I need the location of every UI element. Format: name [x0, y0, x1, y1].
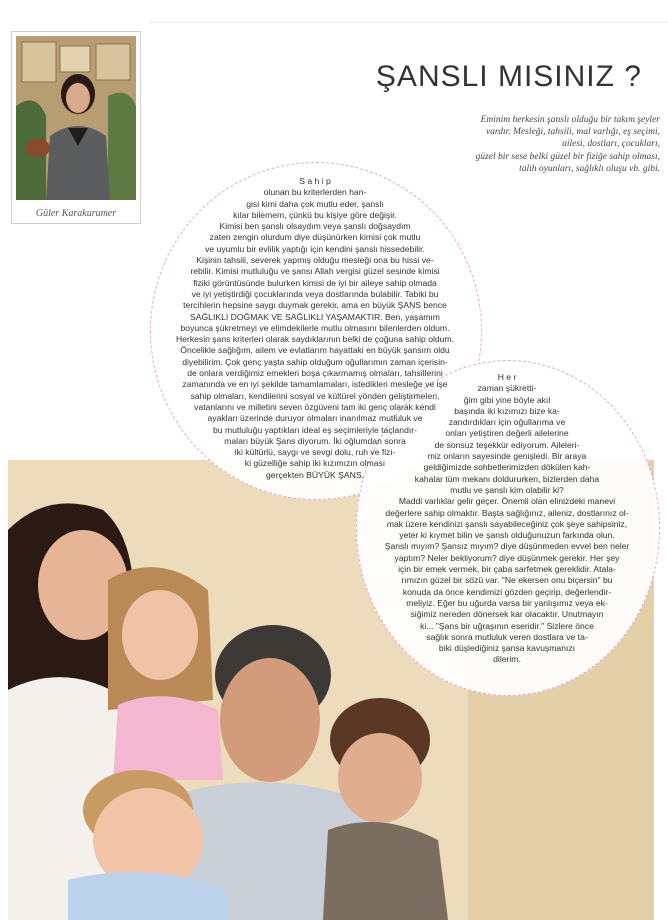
- bubble-2-line: kahalar tüm mekanı doldururken, bizlerden daha: [414, 473, 600, 484]
- bubble-1-line: rebilir. Kimisi mutluluğu ve şansı Allah vergisi güzel sesinde kimisi: [190, 266, 440, 277]
- bubble-2-text: [356, 372, 658, 666]
- bubble-2-line: siğimiz nereden dönersek kar olacaktır. Unutmayın: [410, 609, 604, 620]
- bubble-1-line: tercihlerin hepsine saygı duymak gerekir, ama en büyük ŞANS bence: [183, 300, 447, 311]
- bubble-2-line: miz onların sayesinde genişledi. Bir araya: [427, 451, 587, 462]
- bubble-1-line: iki kültürlü, saygı ve sevgi dolu, ruh ve fizi-: [234, 447, 396, 458]
- bubble-2-line: ğim gibi yine böyle akıl: [463, 394, 551, 405]
- bubble-2-line: başında iki kızımızı bize ka-: [454, 405, 560, 416]
- author-name: Güler Karakurumer: [35, 208, 117, 219]
- bubble-2-line: Maddi varlıklar gelir geçer. Önemli olan elinizdeki manevi: [398, 496, 616, 507]
- bubble-2-line: ki... "Şans bir uğraşının eseridir." Sizlere önce: [420, 620, 594, 631]
- article-intro: [420, 114, 660, 175]
- bubble-1-line: kılar bilemem, çünkü bu kişiye göre değişir.: [233, 209, 397, 220]
- bubble-2-line: Şanslı mıyım? Şansız mıyım? diye düşünmeden evvel ben neler: [384, 541, 630, 552]
- bubble-1-line: bu mutluluğu yaptıkları ideal eş seçimleriyle taçlandır-: [213, 424, 417, 435]
- bubble-2-line: H e r: [497, 372, 517, 382]
- bubble-2-line: de sonsuz teşekkür ediyorum. Aileleri-: [434, 439, 580, 450]
- bubble-2-line: yeter ki kıymet bilin ve şanslı olduğunuzun farkında olun.: [399, 530, 615, 541]
- bubble-1-line: S a h i p: [299, 176, 331, 186]
- bubble-1-line: vatanlarını ve milletini seven özgüveni tam iki genç olarak kendi: [194, 401, 436, 412]
- article-title: ŞANSLI MISINIZ ?: [375, 60, 642, 93]
- bubble-1-line: Kişinin tahsili, severek yapmış olduğu mesleği ona bu hissi ve-: [196, 255, 434, 266]
- intro-line: talih oyunları, sağlıklı oluşu vb. gibi.: [519, 163, 660, 174]
- bubble-1-line: maları büyük Şans diyorum. İki oğlumdan sonra: [224, 435, 406, 446]
- bubble-1-line: olunan bu kriterlerden han-: [263, 187, 367, 198]
- intro-line: ailesi, dostları, çocukları,: [562, 139, 660, 150]
- bubble-1-line: ayakları üzerinde duruyor olmaları inanılmaz mutluluk ve: [207, 413, 423, 424]
- bubble-1-line: boyunca şükretmeyi ve elimdekilerle mutlu olmasını bilenlerden oldum.: [180, 322, 450, 333]
- bubble-2-line: biki düşlediğiniz şansa kavuşmanızı: [438, 643, 576, 654]
- bubble-2-line: rımızın güzel bir sözü var. "Ne ekersen onu biçersin" bu: [401, 575, 613, 586]
- bubble-2-line: sağlık sonra mutluluk veren dostlara ve ta-: [426, 631, 588, 642]
- bubble-1-line: fiziki görüntüsünde bulurken kimisi de iyi bir aileye sahip olmada: [193, 277, 437, 288]
- bubble-2-line: meliyiz. Eğer bu uğurda varsa bir yanlışımız veya ek-: [406, 597, 608, 608]
- bubble-1-line: de onlara verdiğimiz emekleri boşa çıkarmamış olmaları, tahsillerini: [187, 368, 443, 379]
- bubble-2-line: için bir emek vermek, bir çaba sarfetmek gereklidir. Atala-: [398, 564, 616, 575]
- bubble-1-line: sahip olmaları, kendilerini sosyal ve kültürel yönden geliştirmeleri,: [190, 390, 440, 401]
- bubble-2-line: değerlere sahip olmaktır. Başta sağlığınız, aileniz, dostlarınız ol-: [385, 507, 629, 518]
- intro-line: Eminim herkesin şanslı olduğu bir takım şeyler: [480, 115, 660, 125]
- top-rule: [150, 22, 668, 23]
- bubble-2-line: mak üzere kendinizi şanslı sayabileceğiniz çok şeye sahipsiniz,: [386, 518, 628, 529]
- bubble-2-line: mutlu ve şanslı kim olabilir ki?: [450, 484, 564, 495]
- bubble-2-line: zaman şükretti-: [477, 383, 537, 394]
- bubble-2-line: dilerim.: [493, 654, 521, 665]
- author-photo-card: [11, 31, 141, 224]
- bubble-1-line: gerçekten BÜYÜK ŞANS.: [266, 469, 364, 480]
- bubble-2-line: geldiğimizde sohbetlerimizden dökülen kah-: [423, 462, 591, 473]
- intro-line: güzel bir sese belki güzel bir fiziğe sahip olması,: [475, 151, 660, 162]
- bubble-2-line: zandırdıkları için oğullarıma ve: [448, 417, 566, 428]
- bubble-1-line: zaten zengin olurdum diye düşünürken kimisi çok mutlu: [209, 232, 421, 243]
- intro-line: vardır. Mesleği, tahsili, mal varlığı, eş seçimi,: [485, 127, 660, 138]
- bubble-1-line: ve uyumlu bir evlilik yaptığı için kendini şanslı hissedebilir.: [205, 243, 425, 254]
- bubble-1-line: ki güzelliğe sahip iki kızımızın olması: [244, 458, 386, 469]
- bubble-2-line: konuda da önce kendimizi gözden geçirip, değerlendir-: [402, 586, 612, 597]
- bubble-1-line: zamanında ve en iyi şekilde tamamlamaları, istedikleri mesleğe ve işe: [182, 379, 448, 390]
- bubble-2-line: onları yetiştiren değerli ailelerine: [445, 428, 569, 439]
- bubble-1-line: Herkesin şans kriterleri olarak saydıklarının belki de çoğuna sahip oldum.: [175, 334, 454, 345]
- bubble-1-line: diyebilirim. Çok genç yaşta sahip olduğum oğullarımın zaman içerisin-: [182, 356, 448, 367]
- bubble-2-line: yaptım? Neler bekliyorum? diye düşünmek gerekir. Her şey: [394, 552, 620, 563]
- author-photo: [16, 36, 136, 200]
- bubble-1-line: Kimisi ben şanslı olsaydım veya şanslı doğsaydım: [219, 221, 411, 232]
- bubble-1-line: Öncelikle sağlığım, ailem ve evlatlarım hayattaki en büyük şansım oldu: [180, 345, 450, 356]
- author-portrait-illustration: [16, 36, 136, 200]
- bubble-1-line: gisi kimi daha çok mutlu eder, şanslı: [246, 198, 384, 209]
- bubble-1-line: SAĞLIKLI DOĞMAK VE SAĞLIKLI YAŞAMAKTIR. Ben, yaşamım: [190, 311, 440, 322]
- bubble-1-line: ve iyi yetiştirdiği çocuklarında veya dostlarında bulabilir. Tabiki bu: [191, 288, 439, 299]
